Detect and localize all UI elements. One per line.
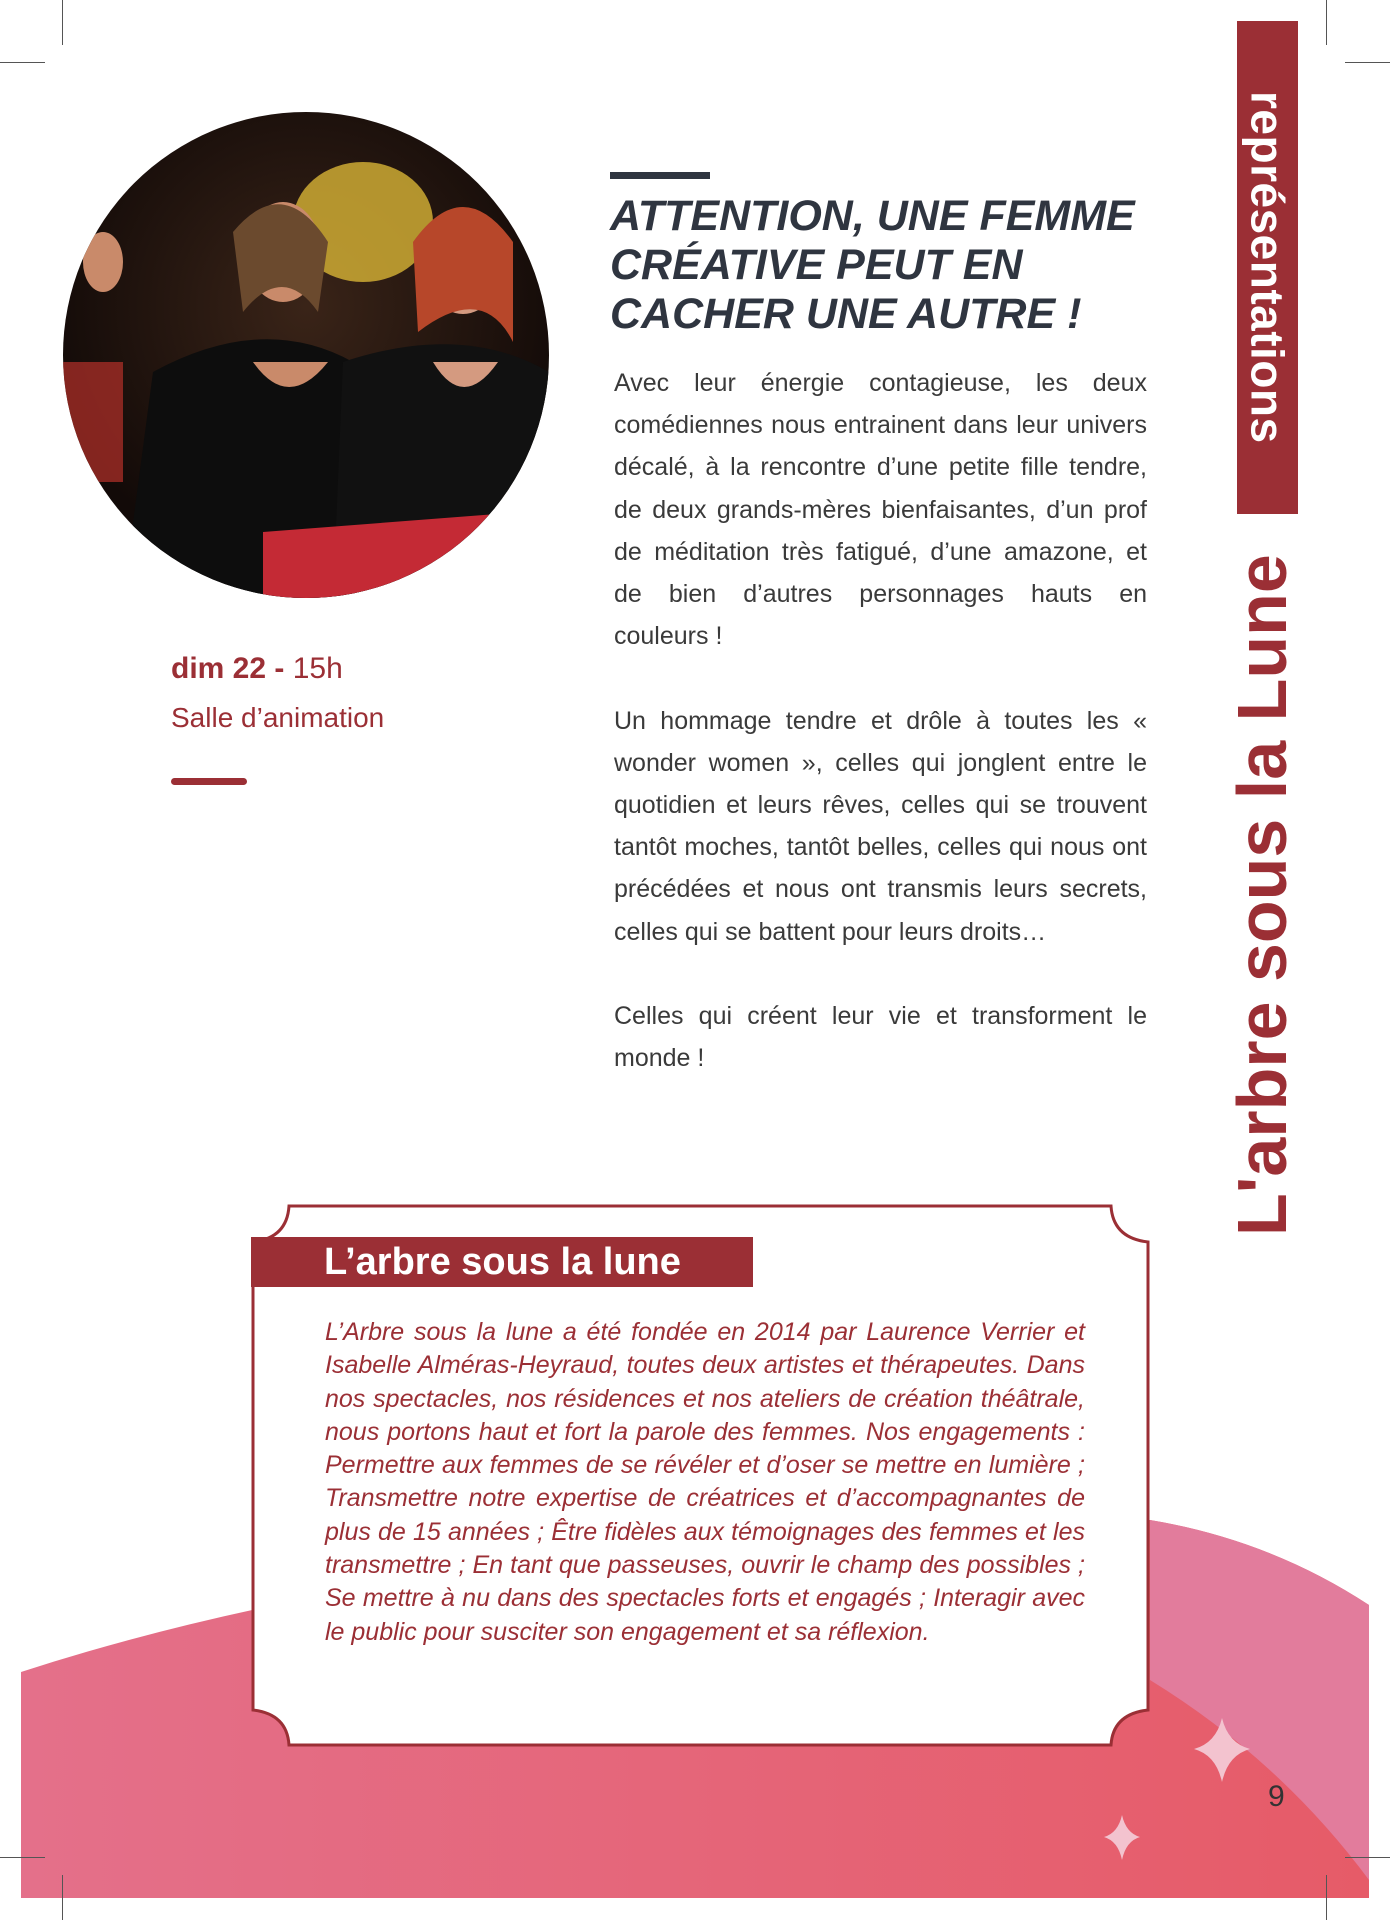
show-date: dim 22 - (171, 652, 285, 685)
section-tab (1237, 21, 1298, 514)
crop-mark (62, 1875, 63, 1920)
company-box-title (251, 1237, 753, 1287)
show-photo (63, 112, 549, 598)
crop-mark (1345, 62, 1390, 63)
date-rule (171, 778, 247, 785)
section-tab-label: représentations (1241, 91, 1294, 444)
description-paragraph: Avec leur énergie contagieuse, les deux comédiennes nous entrainent dans leur univers décalé, à la rencontre d’une petite fille tendre, de deux grands-mères bienfaisantes, d’un prof de méditation très fatigué, d’une amazone, et de bien d’autres personnages hauts en couleurs ! (614, 369, 1147, 651)
show-description (614, 362, 1147, 1122)
company-box-text: L’Arbre sous la lune a été fondée en 2014 par Laurence Verrier et Isabelle Alméras-Heyraud, toutes deux artistes et thérapeutes. Dans nos spectacles, nos résidences et nos ateliers de création théâtrale, nous portons haut et fort la parole des femmes. Nos engagements : Permettre aux femmes de se révéler et d’oser se mettre en lumière ; Transmettre notre expertise de créatrices et d’accompagnantes de plus de 15 années ; Être fidèles aux témoignages des femmes et les transmettre ; En tant que passeuses, ouvrir le champ des possibles ; Se mettre à nu dans des spectacles forts et engagés ; Interagir avec le public pour susciter son engagement et sa réflexion. (325, 1318, 1085, 1646)
company-box-title-text: L’arbre sous la lune (324, 1241, 681, 1283)
title-rule (610, 172, 710, 179)
show-title: ATTENTION, UNE FEMME CRÉATIVE PEUT EN CACHER UNE AUTRE ! (610, 192, 1135, 338)
show-time: 15h (292, 652, 343, 685)
description-paragraph: Un hommage tendre et drôle à toutes les « wonder women », celles qui jonglent entre le quotidien et leurs rêves, celles qui se trouvent tantôt moches, tantôt belles, celles qui nous ont précédées et nous ont transmis leurs secrets, celles qui se battent pour leurs droits… (614, 706, 1147, 946)
description-paragraph: Celles qui créent leur vie et transforment le monde ! (614, 1002, 1147, 1073)
crop-mark (0, 1857, 45, 1858)
crop-mark (62, 0, 63, 45)
performers-illustration (63, 112, 549, 598)
crop-mark (1326, 0, 1327, 45)
show-datetime (171, 652, 343, 686)
show-venue: Salle d’animation (171, 702, 385, 733)
page-number: 9 (1268, 1780, 1285, 1813)
crop-mark (1345, 1857, 1390, 1858)
crop-mark (1326, 1875, 1327, 1920)
company-vertical-title: L'arbre sous la Lune (1223, 554, 1301, 1236)
crop-mark (0, 62, 45, 63)
